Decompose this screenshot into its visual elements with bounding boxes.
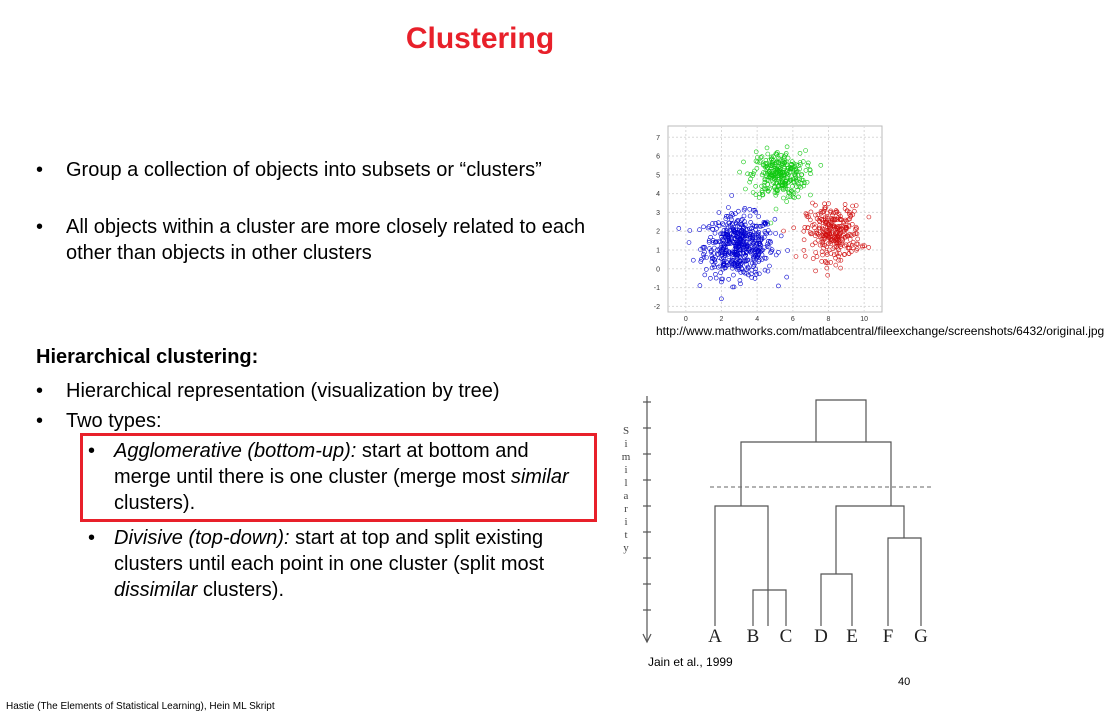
divisive-text-end: clusters). (197, 579, 285, 601)
bullet-icon: • (36, 216, 44, 238)
leaf-label: A (708, 626, 722, 647)
link-a-bc (715, 506, 768, 626)
dendrogram (600, 388, 940, 648)
y-tick-label: 5 (656, 172, 660, 180)
similarity-letter: l (624, 477, 628, 489)
divisive-text: start at top and split existing clusters until each point in one cluster (split most (114, 527, 545, 575)
link-root (816, 400, 866, 442)
similarity-letter: i (624, 438, 628, 450)
bullet-representation (36, 378, 606, 404)
x-tick-label: 8 (826, 316, 831, 323)
leaf-label: B (746, 626, 760, 647)
link-abc-defg (741, 442, 891, 506)
bullet-icon: • (36, 380, 44, 402)
divisive-term: Divisive (top-down): (114, 527, 290, 549)
similarity-letter: m (621, 451, 631, 463)
similarity-label (622, 425, 631, 554)
link-f-g (888, 538, 921, 626)
y-tick-label: 2 (656, 228, 660, 236)
link-de-fg (836, 506, 904, 574)
y-tick-label: 6 (656, 153, 660, 161)
similarity-letter: r (624, 503, 628, 515)
highlight-box (80, 433, 597, 522)
bullet-related (36, 214, 616, 266)
divisive-em: dissimilar (114, 579, 198, 601)
bullet-icon: • (88, 527, 96, 549)
x-tick-label: 6 (790, 316, 795, 323)
image-source-url: http://www.mathworks.com/matlabcentral/fileexchange/screenshots/6432/original.jpg (656, 324, 1104, 338)
y-tick-label: 4 (656, 191, 660, 199)
dendrogram-citation: Jain et al., 1999 (648, 655, 733, 669)
link-b-c (753, 590, 786, 626)
bullet-text: All objects within a cluster are more closely related to each other than objects in other clusters (66, 216, 586, 264)
bullet-text: Hierarchical representation (visualization by tree) (66, 380, 500, 402)
leaf-label: G (914, 626, 928, 647)
y-tick-label: -1 (653, 285, 660, 293)
slide-title: Clustering (405, 22, 555, 55)
footer-reference: Hastie (The Elements of Statistical Learning), Hein ML Skript (6, 701, 275, 712)
cluster-scatter-plot (640, 122, 884, 323)
bullet-two-types (36, 408, 606, 434)
x-tick-label: 10 (860, 316, 869, 323)
agglomerative-em: similar (510, 466, 569, 488)
y-tick-label: 3 (656, 209, 660, 217)
bullet-text: Group a collection of objects into subsets or “clusters” (66, 159, 542, 181)
x-tick-label: 0 (683, 316, 688, 323)
agglomerative-text: start at bottom and merge until there is one cluster (merge most (114, 440, 529, 488)
link-d-e (821, 574, 852, 626)
similarity-letter: y (623, 542, 629, 554)
page-number: 40 (898, 676, 911, 688)
bullet-text: Two types: (66, 410, 162, 432)
leaf-label: F (882, 626, 894, 647)
leaf-label: C (779, 626, 793, 647)
sub-bullet-divisive (88, 525, 584, 603)
bullet-group (36, 157, 616, 183)
y-tick-label: 7 (656, 134, 660, 142)
similarity-letter: t (624, 529, 628, 541)
y-tick-label: 0 (656, 266, 660, 274)
agglomerative-term: Agglomerative (bottom-up): (114, 440, 357, 462)
leaf-label: D (814, 626, 828, 647)
x-tick-label: 2 (719, 316, 724, 323)
y-tick-label: -2 (653, 303, 660, 311)
similarity-letter: i (624, 464, 628, 476)
bullet-icon: • (88, 440, 96, 462)
leaf-labels (708, 626, 928, 647)
x-tick-label: 4 (755, 316, 760, 323)
similarity-letter: S (622, 425, 630, 437)
leaf-label: E (846, 626, 858, 647)
bullet-icon: • (36, 159, 44, 181)
hierarchical-heading: Hierarchical clustering: (36, 346, 259, 368)
agglomerative-text-end: clusters). (114, 492, 196, 514)
similarity-letter: i (624, 516, 628, 528)
y-tick-label: 1 (656, 247, 660, 255)
similarity-letter: a (623, 490, 629, 502)
bullet-icon: • (36, 410, 44, 432)
